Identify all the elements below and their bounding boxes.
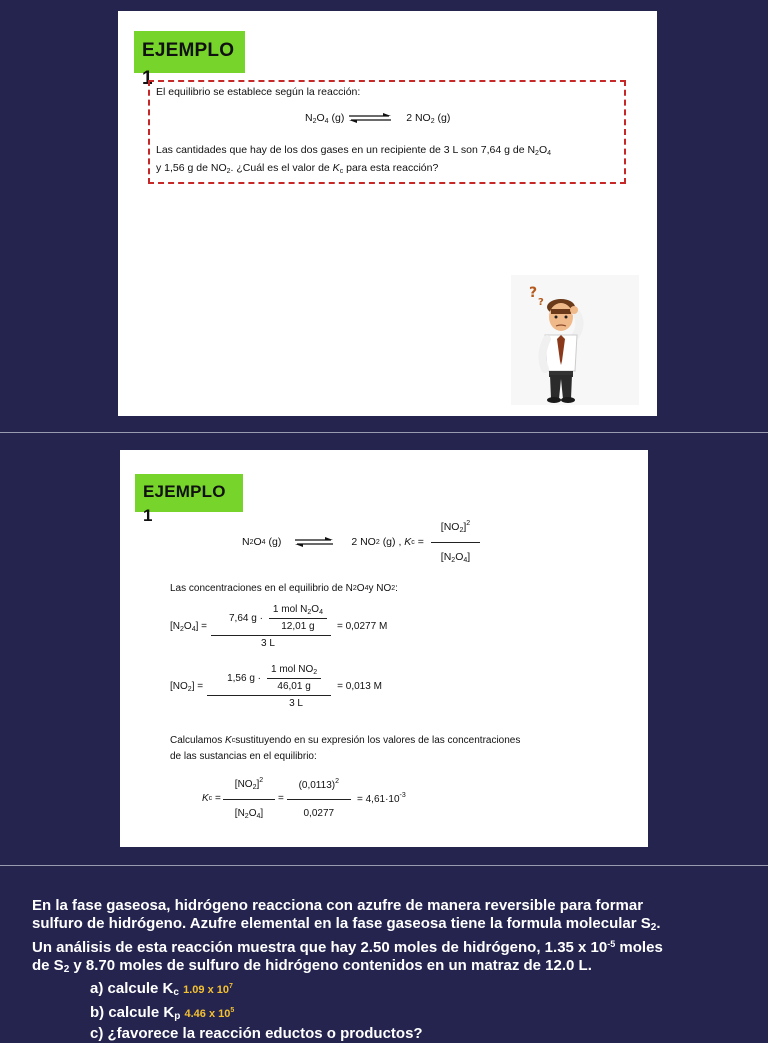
exercise-item-c: c) ¿favorece la reacción eductos o productos? [90,1025,423,1042]
thinking-man-illustration [511,275,639,405]
exercise-line-2: sulfuro de hidrógeno. Azufre elemental en la fase gaseosa tiene la formula molecular $S_2$. [32,914,661,933]
problem-text-line-1: Las cantidades que hay de los dos gases en un recipiente de 3 L son 7,64 g de $N_2O_4$ [156,144,552,157]
reaction-equation: $N_2O_4$ (g) 2 $NO_2$ (g) [305,112,451,125]
exercise-line-1: En la fase gaseosa, hidrógeno reacciona con azufre de manera reversible para formar [32,897,644,914]
concentrations-intro: Las concentraciones en el equilibrio de N 2 O 4 y NO 2 : [170,583,398,594]
no2-concentration-equation: $[NO_2]$ = 1,56 g · $\frac{1 mol NO_2}{46,01 g}$ 3 L = 0,013 M [170,664,382,709]
calculation-text-line-2: de las sustancias en el equilibrio: [170,751,317,762]
equilibrium-arrows-icon [293,537,335,547]
calculation-text-line-1: Calculamos K c sustituyendo en su expresión los valores de las concentraciones [170,735,521,746]
section-divider-2 [0,865,768,866]
final-kc-calculation: K c = $\frac{[NO_2]^2}{[N_2O_4]}$ = $\frac{(0,0113)^2}{0,0277}$ = $4,61\cdot 10^{-3}$ [202,777,406,820]
svg-text:?: ? [538,297,544,308]
svg-text:?: ? [529,285,538,301]
slide1-title-badge: EJEMPLO 1 [134,31,245,73]
exercise-item-a: a) calcule $K_c$ 1.09 x $10^7$ [90,980,233,998]
slide-ejemplo-1-solution [120,450,648,847]
kc-expression-fraction: $\frac{[NO_2]^2}{[N_2O_4]}$ [431,520,480,564]
answer-kc: 1.09 x $10^7$ [183,983,233,996]
exercise-item-b: b) calcule $K_p$ 4.46 x $10^5$ [90,1003,235,1022]
exercise-line-4: de $S_2$ y 8.70 moles de sulfuro de hidrógeno contenidos en un matraz de 12.0 L. [32,956,592,975]
reaction-with-kc: N 2 O 4 (g) 2 NO 2 (g) , K c = $\frac{[NO_2]^2}{[N_2O_4]}$ [242,520,480,564]
problem-text-line-2: y 1,56 g de $NO_2$. ¿Cuál es el valor de $K_c$ para esta reacción? [156,162,439,175]
equilibrium-arrows-icon [347,113,393,123]
section-divider-1 [0,432,768,433]
slide2-title-badge: EJEMPLO 1 [135,474,243,512]
exercise-problem-text [32,897,732,1043]
exercise-line-3: Un análisis de esta reacción muestra que hay 2.50 moles de hidrógeno, 1.35 x $10^{-5}$ moles [32,939,663,956]
answer-kp: 4.46 x $10^5$ [184,1006,235,1020]
problem-intro: El equilibrio se establece según la reacción: [156,86,361,98]
problem-statement-box [148,80,626,184]
slide-ejemplo-1-problem [118,11,657,416]
n2o4-concentration-equation: $[N_2O_4]$ = 7,64 g · $\frac{1 mol N_2O_4}{12,01 g}$ 3 L = 0,0277 M [170,604,388,649]
